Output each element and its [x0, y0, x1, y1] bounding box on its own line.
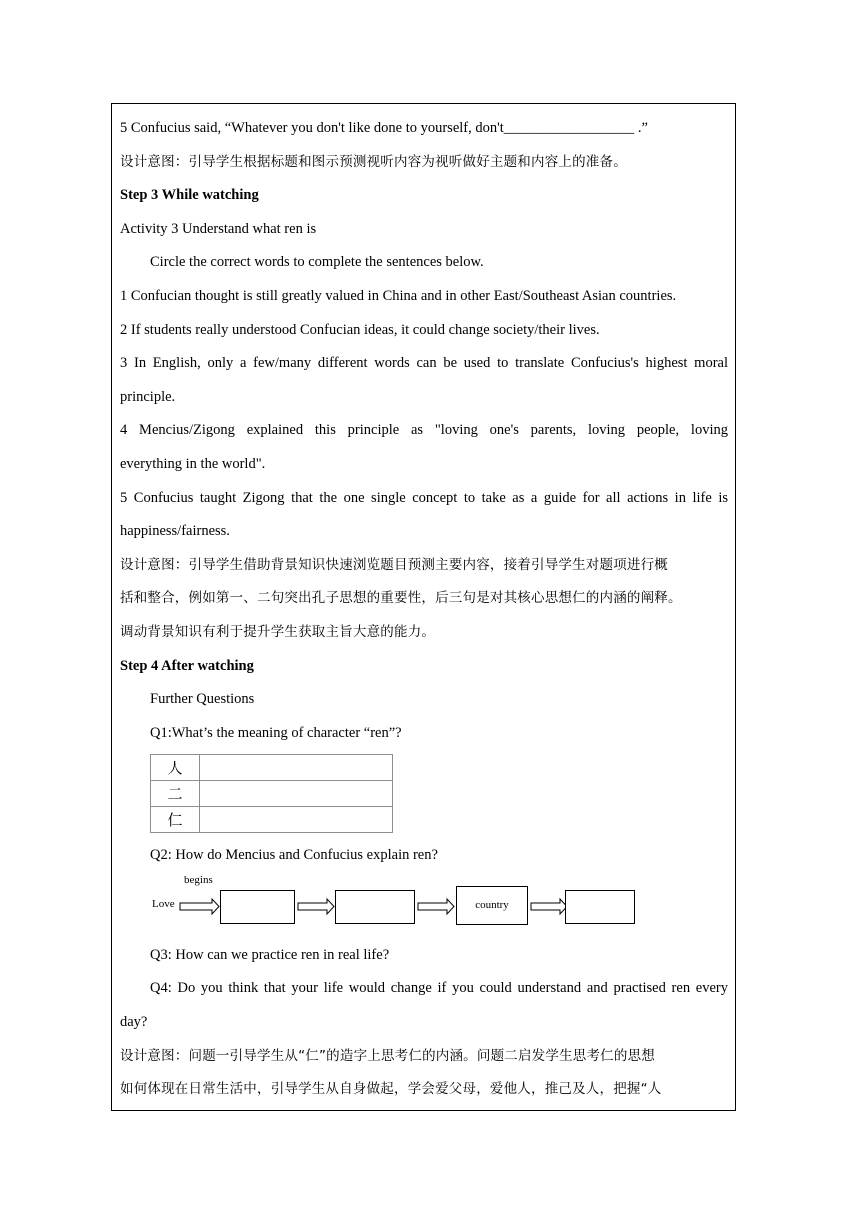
character-cell: 仁: [151, 807, 200, 833]
sentence-5-cont: happiness/fairness.: [120, 523, 230, 540]
sentence-3-cont: principle.: [120, 388, 176, 405]
lesson-content: [120, 112, 728, 1107]
sentence-5: 5 Confucius taught Zigong that the one single concept to take as a guide for all actions in life is: [120, 489, 728, 506]
begins-label: begins: [184, 873, 213, 886]
design-intent-3-line-1: 设计意图：问题一引导学生从“仁”的造字上思考仁的内涵。问题二启发学生思考仁的思想: [120, 1047, 655, 1064]
table-row: [151, 781, 393, 807]
flow-box-country: country: [456, 886, 528, 925]
step-4-heading: Step 4 After watching: [120, 657, 254, 674]
flow-box-2: [335, 890, 415, 924]
activity-3-title: Activity 3 Understand what ren is: [120, 220, 317, 237]
further-questions-title: Further Questions: [150, 691, 255, 708]
table-row: [151, 755, 393, 781]
answer-cell: [200, 807, 393, 833]
design-intent-2-line-3: 调动背景知识有利于提升学生获取主旨大意的能力。: [120, 623, 436, 640]
question-3: Q3: How can we practice ren in real life?: [150, 946, 390, 963]
sentence-4-cont: everything in the world".: [120, 455, 266, 472]
sentence-1: 1 Confucian thought is still greatly valued in China and in other East/Southeast Asian countries.: [120, 287, 677, 304]
character-cell: 二: [151, 781, 200, 807]
question-4: Q4: Do you think that your life would change if you could understand and practised ren every: [150, 980, 728, 997]
design-intent-3-line-2: 如何体现在日常生活中，引导学生从自身做起，学会爱父母，爱他人，推己及人，把握“人: [120, 1081, 662, 1098]
question-4-cont: day?: [120, 1014, 148, 1031]
answer-cell: [200, 781, 393, 807]
answer-cell: [200, 755, 393, 781]
design-intent-2-line-2: 括和整合，例如第一、二句突出孔子思想的重要性，后三句是对其核心思想仁的内涵的阐释。: [120, 590, 682, 607]
step-3-heading: Step 3 While watching: [120, 187, 259, 204]
lesson-plan-frame: [111, 103, 736, 1111]
character-cell: 人: [151, 755, 200, 781]
design-intent-1: 设计意图：引导学生根据标题和图示预测视听内容为视听做好主题和内容上的准备。: [120, 153, 627, 170]
question-1: Q1:What’s the meaning of character “ren”?: [150, 724, 402, 741]
design-intent-2-line-1: 设计意图：引导学生借助背景知识快速浏览题目预测主要内容，接着引导学生对题项进行概: [120, 556, 668, 573]
sentence-3: 3 In English, only a few/many different words can be used to translate Confucius's highest moral: [120, 355, 728, 372]
question-5-blank: 5 Confucius said, “Whatever you don't like done to yourself, don't__________________ .”: [120, 120, 648, 136]
activity-3-instruction: Circle the correct words to complete the sentences below.: [150, 254, 484, 271]
love-label: Love: [152, 897, 175, 910]
question-2: Q2: How do Mencius and Confucius explain ren?: [150, 847, 438, 864]
flow-box-4: [565, 890, 635, 924]
arrow-2: [298, 899, 334, 914]
sentence-4: 4 Mencius/Zigong explained this principle as "loving one's parents, loving people, loving: [120, 422, 728, 439]
flow-box-1: [220, 890, 295, 924]
ren-character-table: [150, 754, 393, 833]
arrow-3: [418, 899, 454, 914]
sentence-2: 2 If students really understood Confucian ideas, it could change society/their lives.: [120, 321, 600, 338]
table-row: [151, 807, 393, 833]
arrow-4: [531, 899, 567, 914]
ren-flow-diagram: [150, 873, 728, 939]
arrow-1: [180, 899, 219, 914]
